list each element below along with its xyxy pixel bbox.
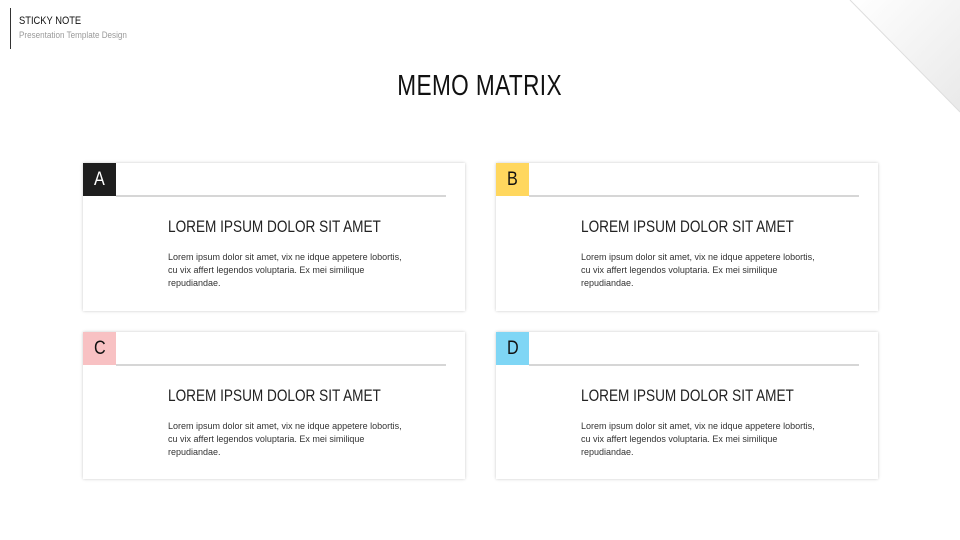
brand-title: STICKY NOTE [19, 15, 82, 27]
card-heading: LOREM IPSUM DOLOR SIT AMET [168, 217, 381, 236]
card-heading: LOREM IPSUM DOLOR SIT AMET [581, 217, 794, 236]
card-heading: LOREM IPSUM DOLOR SIT AMET [168, 386, 381, 405]
page-title: MEMO MATRIX [397, 70, 563, 102]
card-body-text: Lorem ipsum dolor sit amet, vix ne idque appetere lobortis, cu vix affert legendos voluptaria. Ex mei similique repudiandae. [581, 252, 815, 288]
tab-divider-line [116, 195, 446, 197]
card-tab-b: B [496, 163, 529, 196]
memo-card-a [83, 163, 465, 311]
card-body-text: Lorem ipsum dolor sit amet, vix ne idque appetere lobortis, cu vix affert legendos voluptaria. Ex mei similique repudiandae. [168, 252, 402, 288]
memo-card-c [83, 332, 465, 479]
memo-card-b [496, 163, 878, 311]
card-heading: LOREM IPSUM DOLOR SIT AMET [581, 386, 794, 405]
tab-divider-line [529, 195, 859, 197]
card-tab-d: D [496, 332, 529, 365]
brand-subtitle: Presentation Template Design [19, 30, 127, 40]
card-body-text: Lorem ipsum dolor sit amet, vix ne idque appetere lobortis, cu vix affert legendos voluptaria. Ex mei similique repudiandae. [581, 421, 815, 457]
card-tab-a: A [83, 163, 116, 196]
tab-divider-line [116, 364, 446, 366]
tab-divider-line [529, 364, 859, 366]
memo-card-d [496, 332, 878, 479]
card-tab-c: C [83, 332, 116, 365]
brand-block [10, 8, 139, 49]
card-body-text: Lorem ipsum dolor sit amet, vix ne idque appetere lobortis, cu vix affert legendos voluptaria. Ex mei similique repudiandae. [168, 421, 402, 457]
